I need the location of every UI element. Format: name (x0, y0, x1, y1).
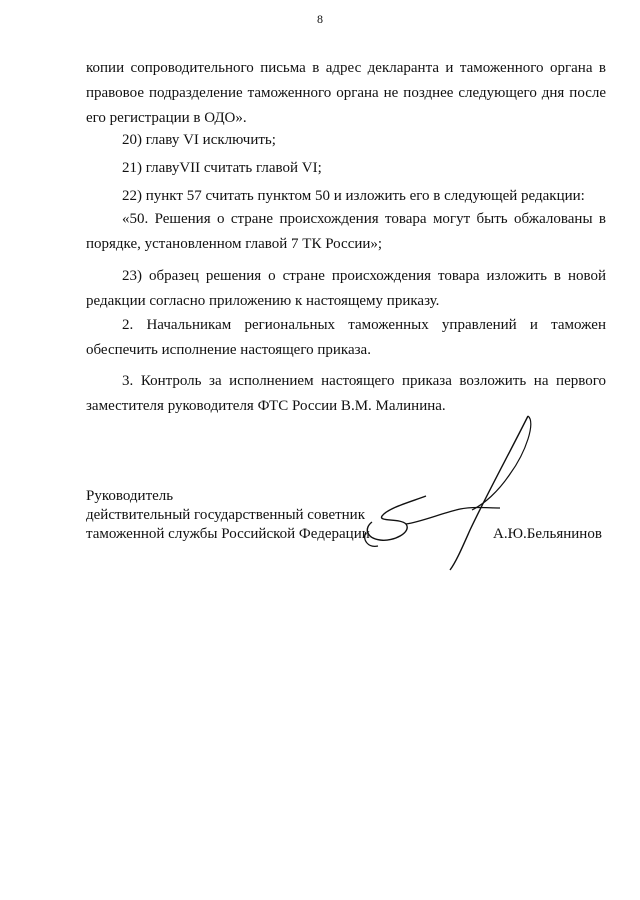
signatory-rank: действительный государственный советник (86, 507, 366, 523)
signatory-service: таможенной службы Российской Федерации (86, 526, 370, 542)
paragraph-line: заместителя руководителя ФТС России В.М. Малинина. (86, 398, 446, 414)
paragraph-line: правовое подразделение таможенного органа не позднее следующего дня после (86, 85, 606, 101)
quoted-point-50 (86, 207, 606, 257)
paragraph-line: его регистрации в ОДО». (86, 110, 247, 126)
item-21 (86, 156, 606, 181)
paragraph-line: редакции согласно приложению к настоящему приказу. (86, 293, 440, 309)
paragraph-line: 3. Контроль за исполнением настоящего приказа возложить на первого (122, 373, 606, 389)
item-23 (86, 264, 606, 314)
page-number: 8 (317, 12, 323, 26)
paragraph-line: 2. Начальникам региональных таможенных управлений и таможен (122, 317, 606, 333)
item-20 (86, 128, 606, 153)
paragraph-line: копии сопроводительного письма в адрес декларанта и таможенного органа в (86, 60, 606, 76)
signatory-title (86, 487, 370, 544)
paragraph-line: порядке, установленном главой 7 ТК России»; (86, 236, 383, 252)
paragraph-line: 21) главуVII считать главой VI; (122, 160, 322, 176)
paragraph-line: 20) главу VI исключить; (122, 132, 276, 148)
paragraph-line: обеспечить исполнение настоящего приказа. (86, 342, 371, 358)
clause-2 (86, 313, 606, 363)
signatory-position: Руководитель (86, 488, 174, 504)
paragraph-line: 23) образец решения о стране происхождения товара изложить в новой (122, 268, 606, 284)
handwritten-signature (360, 412, 560, 572)
item-22 (86, 184, 606, 209)
paragraph-line: 22) пункт 57 считать пунктом 50 и изложить его в следующей редакции: (122, 188, 585, 204)
paragraph-continuation (86, 56, 606, 131)
signatory-name: А.Ю.Бельянинов (493, 526, 602, 542)
paragraph-line: «50. Решения о стране происхождения товара могут быть обжалованы в (122, 211, 606, 227)
